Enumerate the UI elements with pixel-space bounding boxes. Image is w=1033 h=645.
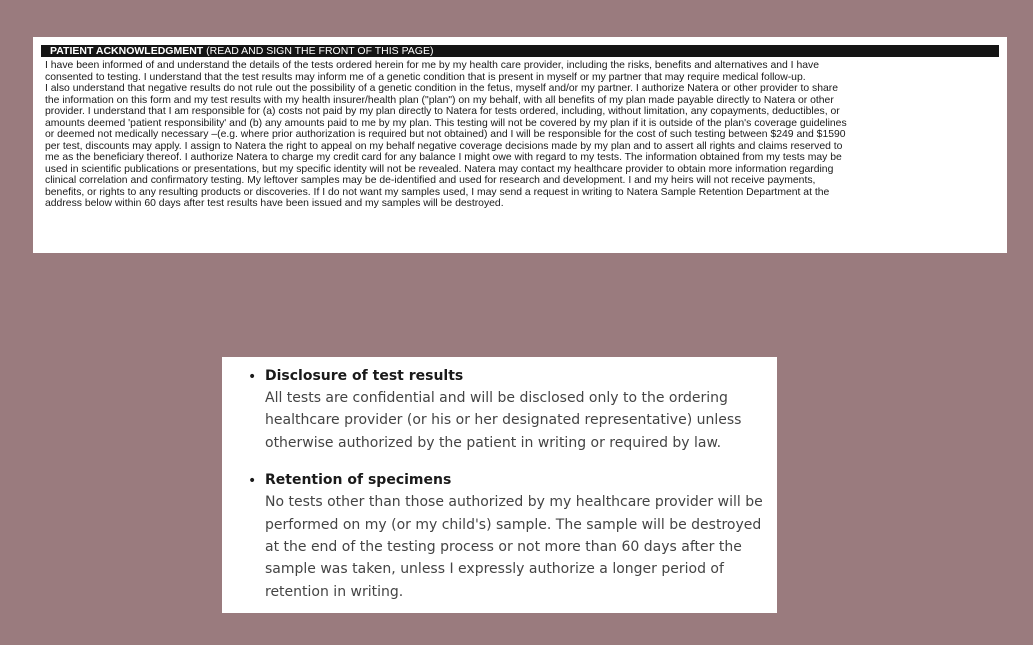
- text-line: healthcare provider (or his or her designated representative) unless: [265, 412, 742, 429]
- list-item: [246, 365, 777, 454]
- disclosure-of-test-results-text: [265, 387, 777, 454]
- acknowledgment-subtitle: (READ AND SIGN THE FRONT OF THIS PAGE): [203, 45, 434, 57]
- retention-of-specimens-heading: Retention of specimens: [265, 472, 452, 489]
- text-line: No tests other than those authorized by my healthcare provider will be: [265, 494, 763, 511]
- retention-of-specimens-text: [265, 491, 777, 603]
- acknowledgment-title: PATIENT ACKNOWLEDGMENT: [50, 45, 204, 57]
- disclosure-of-test-results-heading: Disclosure of test results: [265, 368, 464, 384]
- disclosure-policy-panel: [222, 357, 777, 613]
- acknowledgment-line: I have been informed of and understand the details of the tests ordered herein for me by my health care provider, including the risks, benefits and alternatives and I have: [45, 60, 819, 71]
- acknowledgment-line: or deemed not medically necessary –(e.g. where prior authorization is required but not obtained) and I will be responsible for the cost of such testing between $249 and $1590: [45, 129, 846, 140]
- acknowledgment-header-bar: [41, 45, 999, 57]
- patient-acknowledgment-panel: [33, 37, 1007, 253]
- text-line: otherwise authorized by the patient in writing or required by law.: [265, 434, 722, 451]
- text-line: at the end of the testing process or not more than 60 days after the: [265, 539, 742, 556]
- acknowledgment-text: [45, 60, 999, 210]
- acknowledgment-line: clinical correlation and confirmatory testing. My leftover samples may be de-identified and used for research and development. I and my heirs will not receive payments,: [45, 175, 816, 186]
- text-line: sample was taken, unless I expressly authorize a longer period of: [265, 561, 724, 578]
- acknowledgment-line: consented to testing. I understand that the test results may inform me of a genetic condition that is present in myself or my partner that may require medical follow-up.: [45, 71, 806, 83]
- acknowledgment-line: I also understand that negative results do not rule out the possibility of a genetic condition in the fetus, myself and/or my partner. I authorize Natera or other provider to share: [45, 83, 839, 94]
- acknowledgment-line: used in scientific publications or presentations, but my specific identity will not be revealed. Natera may contact my healthcare provider to obtain more information regarding: [45, 163, 834, 175]
- text-line: performed on my (or my child's) sample. The sample will be destroyed: [265, 516, 762, 533]
- text-line: retention in writing.: [265, 583, 404, 600]
- acknowledgment-line: amounts deemed 'patient responsibility' and (b) any amounts paid to me by my plan. This testing will not be covered by my plan if it is outside of the plan's coverage guidelines: [45, 117, 847, 129]
- acknowledgment-line: address below within 60 days after test results have been issued and my samples will be destroyed.: [45, 198, 504, 209]
- acknowledgment-line: per test, discounts may apply. I assign to Natera the right to appeal on my behalf negative coverage decisions made by my plan and to assert all rights and claims reserved to: [45, 140, 843, 152]
- bullet-icon: •: [248, 473, 257, 490]
- text-line: All tests are confidential and will be disclosed only to the ordering: [265, 390, 728, 406]
- acknowledgment-line: benefits, or rights to any resulting products or discoveries. If I do not want my samples used, I may send a request in writing to Natera Sample Retention Department at the: [45, 186, 830, 198]
- bullet-icon: •: [248, 369, 257, 385]
- acknowledgment-line: the information on this form and my test results with my health insurer/health plan ("plan") on my behalf, with all benefits of my plan made payable directly to Natera or other: [45, 94, 834, 106]
- list-item: [246, 469, 777, 603]
- acknowledgment-line: provider. I understand that I am responsible for (a) costs not paid by my plan directly to Natera for tests ordered, including, without limitation, any copayments, deductibles, or: [45, 106, 840, 117]
- acknowledgment-line: me as the beneficiary thereof. I authorize Natera to charge my credit card for any balance I might owe with regard to my tests. The information obtained from my tests may be: [45, 152, 842, 163]
